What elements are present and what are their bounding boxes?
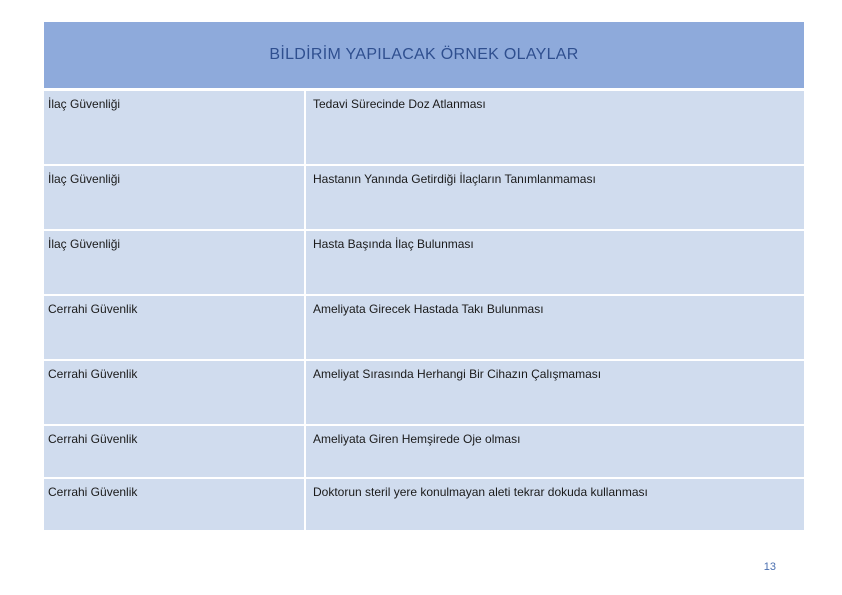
table-row: [44, 425, 804, 478]
table-title: BİLDİRİM YAPILACAK ÖRNEK OLAYLAR: [44, 22, 804, 90]
event-cell: [305, 478, 804, 531]
table-row: [44, 295, 804, 360]
category-text: İlaç Güvenliği: [48, 171, 121, 186]
event-text: Hastanın Yanında Getirdiği İlaçların Tanımlanmaması: [313, 171, 596, 186]
page-number: 13: [763, 561, 776, 573]
event-cell: [305, 360, 804, 425]
event-text: Ameliyata Girecek Hastada Takı Bulunması: [313, 301, 544, 316]
category-cell: [44, 425, 305, 478]
event-cell: [305, 230, 804, 295]
event-cell: [305, 90, 804, 165]
table-row: [44, 360, 804, 425]
event-cell: [305, 425, 804, 478]
category-cell: [44, 295, 305, 360]
category-text: Cerrahi Güvenlik: [48, 484, 138, 499]
category-text: İlaç Güvenliği: [48, 97, 121, 111]
category-text: İlaç Güvenliği: [48, 236, 121, 251]
event-text: Ameliyata Giren Hemşirede Oje olması: [313, 431, 521, 446]
category-text: Cerrahi Güvenlik: [48, 366, 138, 381]
table-row: [44, 165, 804, 230]
category-cell: [44, 230, 305, 295]
event-cell: [305, 165, 804, 230]
event-text: Doktorun steril yere konulmayan aleti tekrar dokuda kullanması: [313, 484, 648, 499]
category-cell: [44, 165, 305, 230]
table-row: [44, 478, 804, 531]
events-table: [44, 22, 804, 532]
category-cell: [44, 90, 305, 165]
category-cell: [44, 478, 305, 531]
table-row: [44, 230, 804, 295]
table-row: [44, 90, 804, 165]
event-cell: [305, 295, 804, 360]
event-text: Ameliyat Sırasında Herhangi Bir Cihazın Çalışmaması: [313, 366, 602, 381]
category-text: Cerrahi Güvenlik: [48, 431, 138, 446]
category-cell: [44, 360, 305, 425]
category-text: Cerrahi Güvenlik: [48, 301, 138, 316]
event-text: Hasta Başında İlaç Bulunması: [313, 236, 474, 251]
event-text: Tedavi Sürecinde Doz Atlanması: [313, 97, 486, 111]
